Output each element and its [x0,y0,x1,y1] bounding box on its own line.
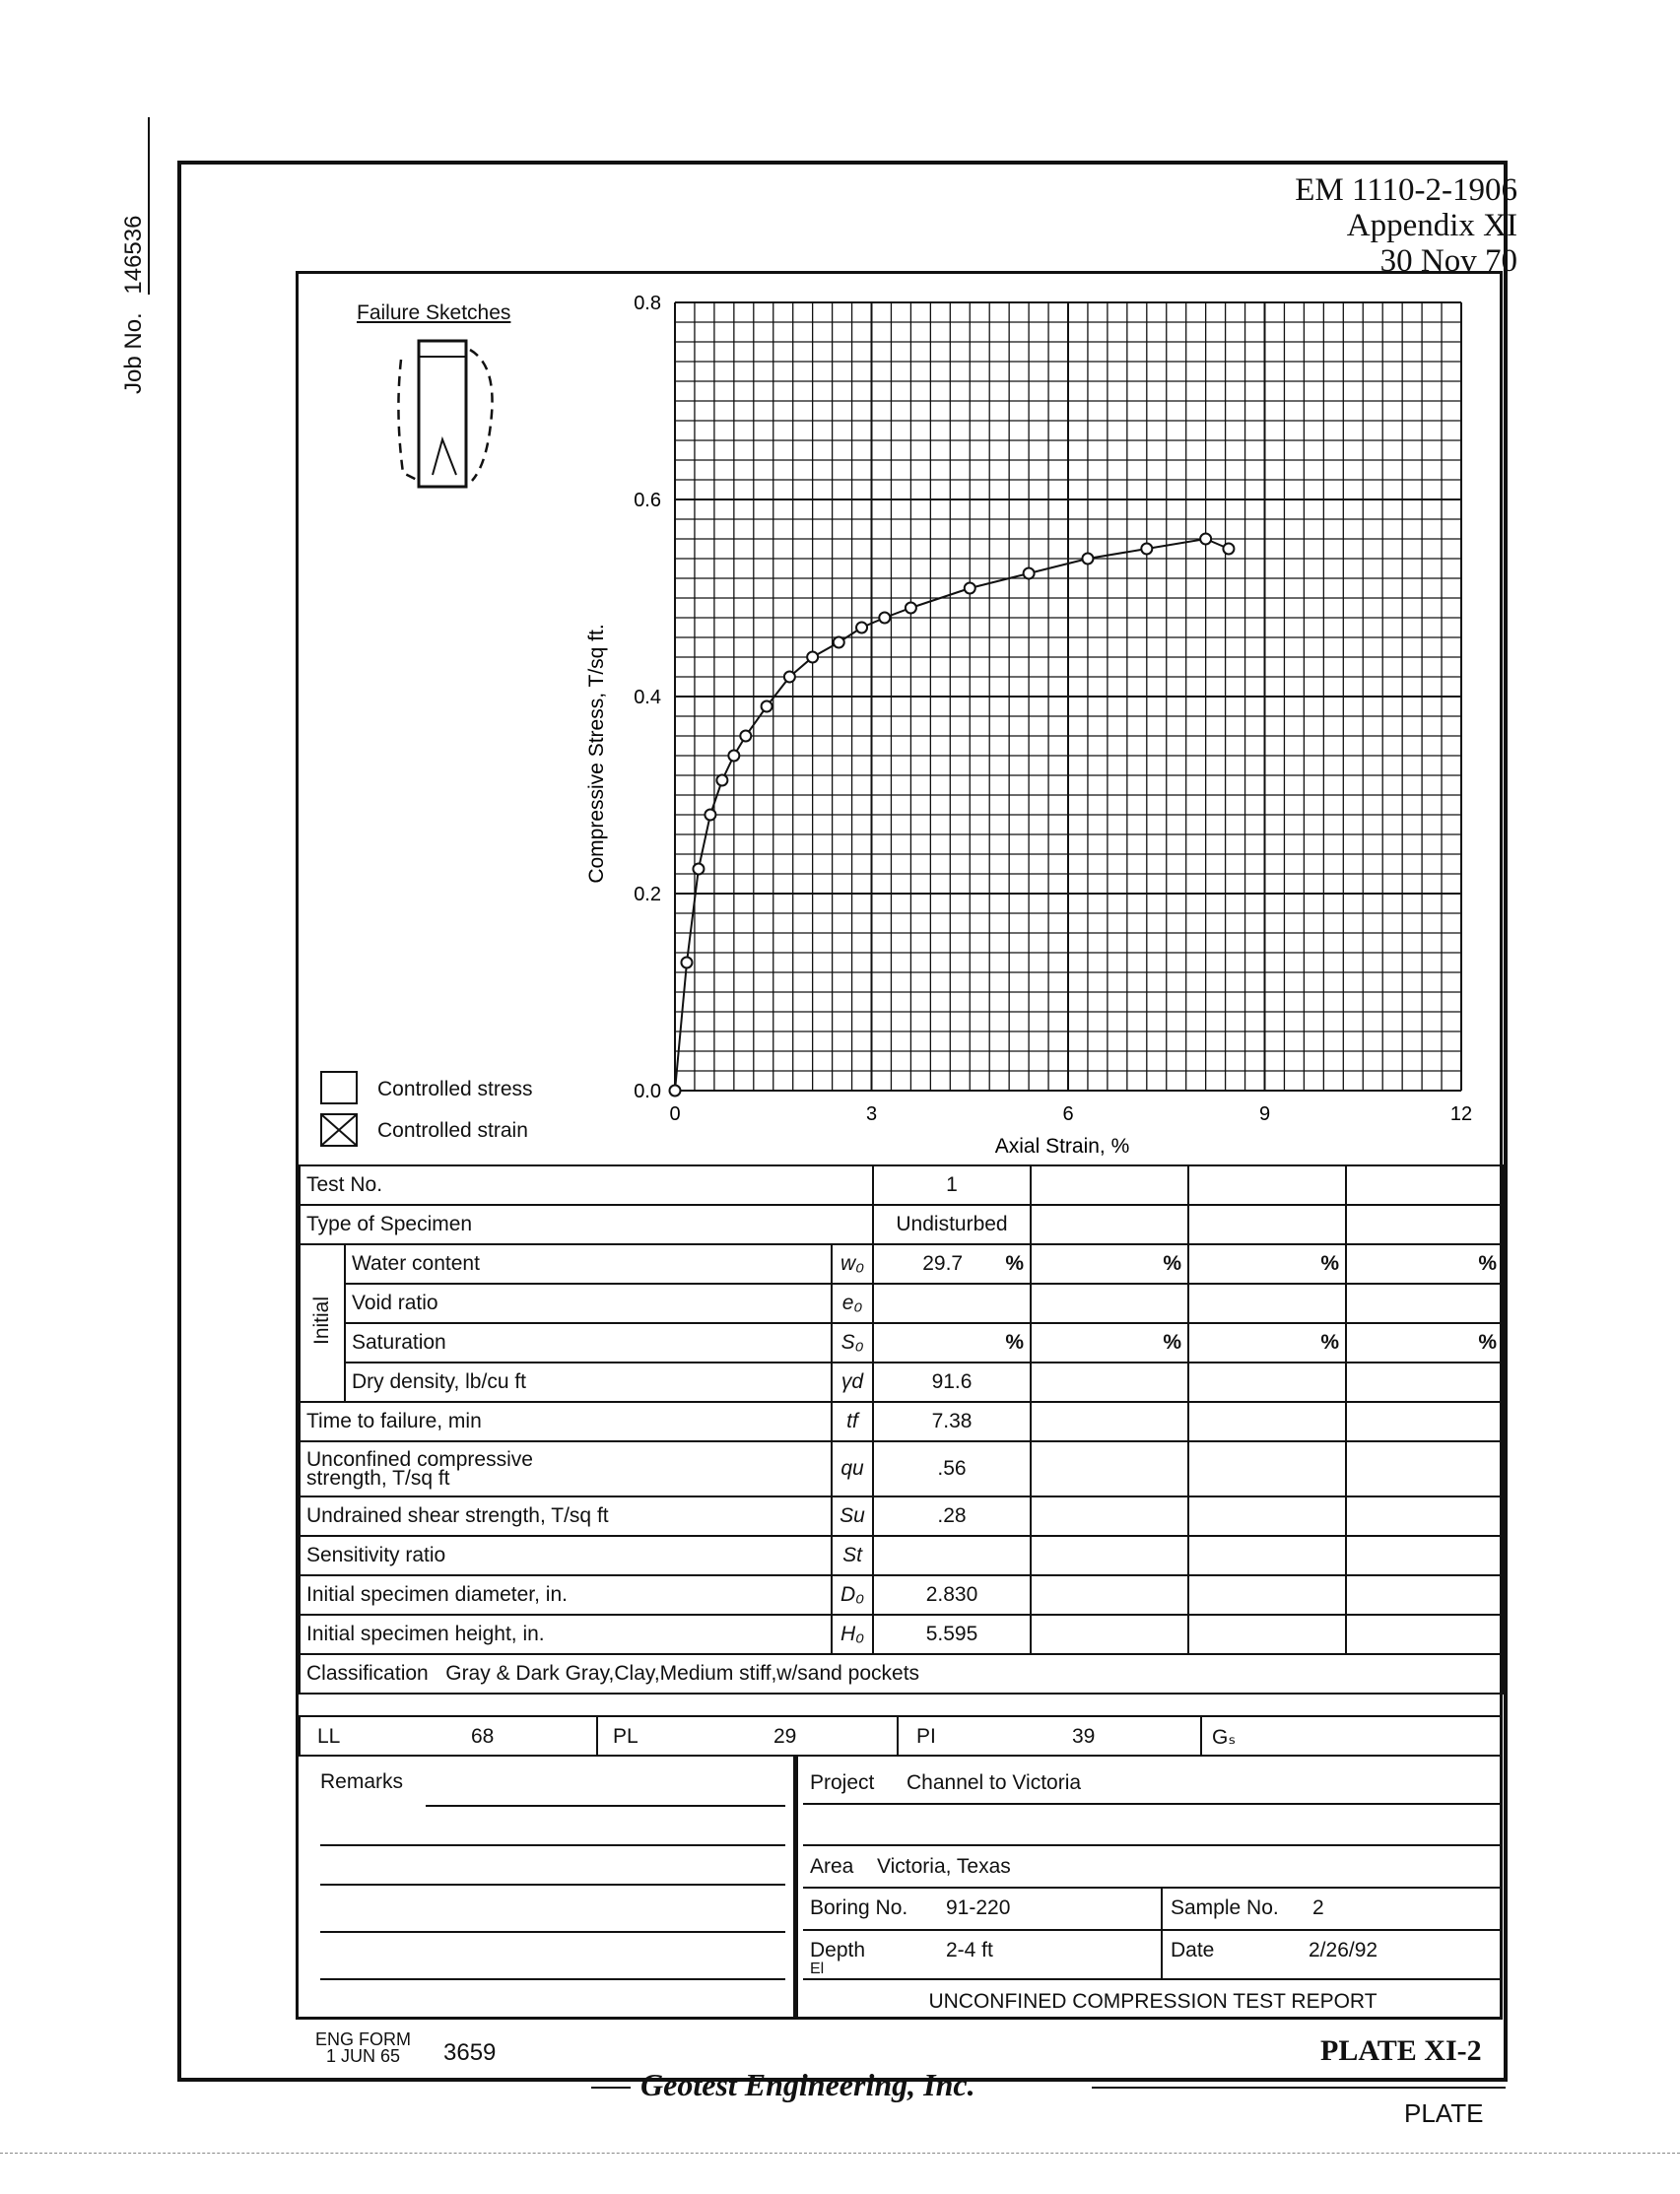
table-row [300,1244,1504,1284]
type-3 [1188,1205,1346,1244]
row-value [1031,1575,1188,1615]
height-value: 5.595 [873,1615,1031,1654]
table-row [300,1284,1504,1323]
table-row [300,1363,1504,1402]
percent-sign: % [1163,1331,1181,1354]
controlled-stress-label: Controlled stress [377,1078,533,1100]
project-divider [793,1757,798,2020]
row-value [1346,1284,1504,1323]
row-value [1346,1441,1504,1496]
table-row [300,1496,1504,1536]
row-symbol: w₀ [832,1244,873,1284]
row-value [1346,1244,1504,1284]
water-content-value: 29.7 [922,1252,964,1275]
remarks-line [320,1978,785,1980]
row-symbol: γd [832,1363,873,1402]
project-line [803,1803,1503,1805]
table-row [300,1441,1504,1496]
row-value [873,1284,1031,1323]
eng-form-date: 1 JUN 65 [325,2046,401,2066]
boring-label: Boring No. [810,1896,908,1919]
area-label: Area [810,1855,854,1878]
project-line [803,1929,1503,1931]
row-symbol: e₀ [832,1284,873,1323]
row-value [1031,1536,1188,1575]
y-axis-ticks [634,293,661,1102]
row-value [1188,1284,1346,1323]
data-point [965,583,975,594]
pi-value: 39 [1072,1725,1096,1748]
row-value [873,1323,1031,1363]
sample-label: Sample No. [1171,1896,1279,1919]
job-number [120,117,150,394]
plate-number: PLATE XI-2 [1320,2034,1482,2067]
company-rule [591,2087,631,2089]
row-value [1188,1615,1346,1654]
document-header [1133,172,1517,279]
percent-sign: % [1320,1331,1339,1354]
data-point [834,637,844,648]
report-title: UNCONFINED COMPRESSION TEST REPORT [928,1990,1378,2013]
header-date: 30 Nov 70 [1379,243,1517,279]
test-no-2 [1031,1165,1188,1205]
data-point [728,751,739,762]
failure-sketches-label: Failure Sketches [357,301,511,324]
percent-sign: % [1005,1252,1024,1275]
stress-strain-chart [571,281,1498,1167]
row-value [1031,1402,1188,1441]
type-4 [1346,1205,1504,1244]
data-point [807,652,818,663]
project-label: Project [810,1771,875,1794]
row-value [1346,1363,1504,1402]
plate-label: PLATE [1404,2098,1484,2128]
row-label: Time to failure, min [300,1402,832,1441]
x-tick-label: 6 [1062,1103,1074,1125]
data-point [716,775,727,786]
check-x-icon [322,1115,356,1145]
row-symbol: D₀ [832,1575,873,1615]
row-symbol: H₀ [832,1615,873,1654]
data-point [670,1086,681,1097]
row-value [1188,1323,1346,1363]
eng-form [315,2031,411,2065]
x-tick-label: 12 [1449,1103,1473,1125]
row-label: Initial specimen diameter, in. [300,1575,832,1615]
test-no-4 [1346,1165,1504,1205]
row-value [1031,1323,1188,1363]
row-value [1346,1323,1504,1363]
depth-label: Depth [810,1939,866,1961]
row-label: Void ratio [345,1284,832,1323]
row-value [1031,1244,1188,1284]
divider [1200,1715,1202,1757]
appendix: Appendix XI [1346,208,1517,243]
row-value [1031,1284,1188,1323]
data-point [740,731,751,742]
table-row [300,1323,1504,1363]
data-point [879,613,890,624]
y-axis-label: Compressive Stress, T/sq ft. [585,624,608,884]
company-name: Geotest Engineering, Inc. [640,2067,975,2102]
table-row-test-no [300,1165,1504,1205]
table-row [300,1575,1504,1615]
test-no-1: 1 [873,1165,1031,1205]
row-value [1031,1441,1188,1496]
company-rule [1092,2087,1506,2089]
project-line [803,1844,1503,1846]
test-data-table [299,1164,1505,1695]
depth-value: 2-4 ft [946,1939,993,1961]
data-point [1024,568,1035,579]
date-value: 2/26/92 [1309,1939,1378,1961]
initial-label: Initial [310,1296,333,1345]
data-point [1200,534,1211,545]
row-value [1346,1496,1504,1536]
percent-sign: % [1163,1252,1181,1275]
data-point [1082,554,1093,565]
row-value [1031,1615,1188,1654]
sample-value: 2 [1312,1896,1324,1919]
row-value [873,1536,1031,1575]
table-row [300,1402,1504,1441]
dry-density-value: 91.6 [873,1363,1031,1402]
form-number: 3659 [443,2039,497,2066]
row-value [1346,1402,1504,1441]
x-axis-label: Axial Strain, % [994,1135,1130,1158]
el-label: El [810,1961,825,1977]
y-tick-label: 0.2 [634,884,661,905]
row-value [1188,1402,1346,1441]
data-point [705,810,715,821]
job-label: Job No. [120,312,147,394]
x-axis-ticks [669,1103,1472,1125]
percent-sign: % [1478,1252,1497,1275]
row-value [1188,1536,1346,1575]
chart-grid [675,302,1461,1091]
row-symbol: qu [832,1441,873,1496]
row-symbol: tf [832,1402,873,1441]
ll-label: LL [317,1725,341,1748]
classification-value: Gray & Dark Gray,Clay,Medium stiff,w/sand pockets [445,1662,920,1685]
eng-form-label: ENG FORM [315,2029,411,2049]
project-line [803,1978,1503,1980]
x-tick-label: 9 [1258,1103,1271,1125]
controlled-strain-label: Controlled strain [377,1119,528,1142]
data-point [693,864,704,875]
failure-sketch [389,335,507,493]
y-tick-label: 0.4 [634,687,661,708]
controlled-strain-checkbox[interactable] [320,1113,358,1147]
row-label: Undrained shear strength, T/sq ft [300,1496,832,1536]
date-label: Date [1171,1939,1215,1961]
row-value [873,1244,1031,1284]
remarks-label: Remarks [320,1770,404,1793]
shear-strength-value: .28 [873,1496,1031,1536]
row-label: Sensitivity ratio [300,1536,832,1575]
job-value: 146536 [120,215,147,295]
percent-sign: % [1320,1252,1339,1275]
pl-label: PL [613,1725,638,1748]
row-value [1188,1575,1346,1615]
row-label: Unconfined compressive strength, T/sq ft [300,1441,832,1496]
project-divider-2 [1161,1887,1163,1978]
project-value: Channel to Victoria [907,1771,1082,1794]
controlled-stress-checkbox[interactable] [320,1071,358,1104]
classification-cell [300,1654,1504,1694]
row-value [1346,1536,1504,1575]
row-symbol: St [832,1536,873,1575]
row-value [1346,1615,1504,1654]
y-tick-label: 0.0 [634,1081,661,1102]
boring-value: 91-220 [946,1896,1011,1919]
x-tick-label: 0 [669,1103,681,1125]
row-value [1188,1496,1346,1536]
percent-sign: % [1478,1331,1497,1354]
row-label: Saturation [345,1323,832,1363]
row-value [1188,1363,1346,1402]
type-1: Undisturbed [873,1205,1031,1244]
row-label: Initial specimen height, in. [300,1615,832,1654]
y-tick-label: 0.8 [634,293,661,314]
x-tick-label: 3 [865,1103,878,1125]
row-value [1031,1496,1188,1536]
data-point [784,672,795,683]
divider [596,1715,598,1757]
area-value: Victoria, Texas [877,1855,1011,1878]
table-row-classification [300,1654,1504,1694]
project-line [803,1887,1503,1889]
divider [897,1715,899,1757]
ll-value: 68 [471,1725,495,1748]
scan-edge [0,2153,1680,2154]
remarks-line [320,1884,785,1886]
classification-label: Classification [306,1662,429,1685]
table-row [300,1536,1504,1575]
row-symbol: S₀ [832,1323,873,1363]
em-number: EM 1110-2-1906 [1295,172,1517,208]
percent-sign: % [1005,1331,1024,1354]
row-label: Water content [345,1244,832,1284]
remarks-line [320,1844,785,1846]
row-value [1031,1363,1188,1402]
unconfined-strength-value: .56 [873,1441,1031,1496]
data-point [906,603,916,614]
test-no-3 [1188,1165,1346,1205]
type-2 [1031,1205,1188,1244]
y-tick-label: 0.6 [634,490,661,511]
row-label: Dry density, lb/cu ft [345,1363,832,1402]
row-value [1188,1441,1346,1496]
time-to-failure-value: 7.38 [873,1402,1031,1441]
remarks-line [426,1805,785,1807]
data-point [681,958,692,968]
data-point [1223,544,1234,555]
row-value [1188,1244,1346,1284]
row-value [1346,1575,1504,1615]
data-point [856,623,867,633]
data-point [1141,544,1152,555]
table-row [300,1615,1504,1654]
initial-group [300,1244,345,1402]
test-no-label: Test No. [300,1165,873,1205]
row-symbol: Su [832,1496,873,1536]
type-label: Type of Specimen [300,1205,873,1244]
diameter-value: 2.830 [873,1575,1031,1615]
gs-label: Gₛ [1212,1726,1237,1749]
pi-label: PI [916,1725,936,1748]
data-point [762,701,773,712]
table-row-type [300,1205,1504,1244]
pl-value: 29 [773,1725,797,1748]
remarks-line [320,1931,785,1933]
